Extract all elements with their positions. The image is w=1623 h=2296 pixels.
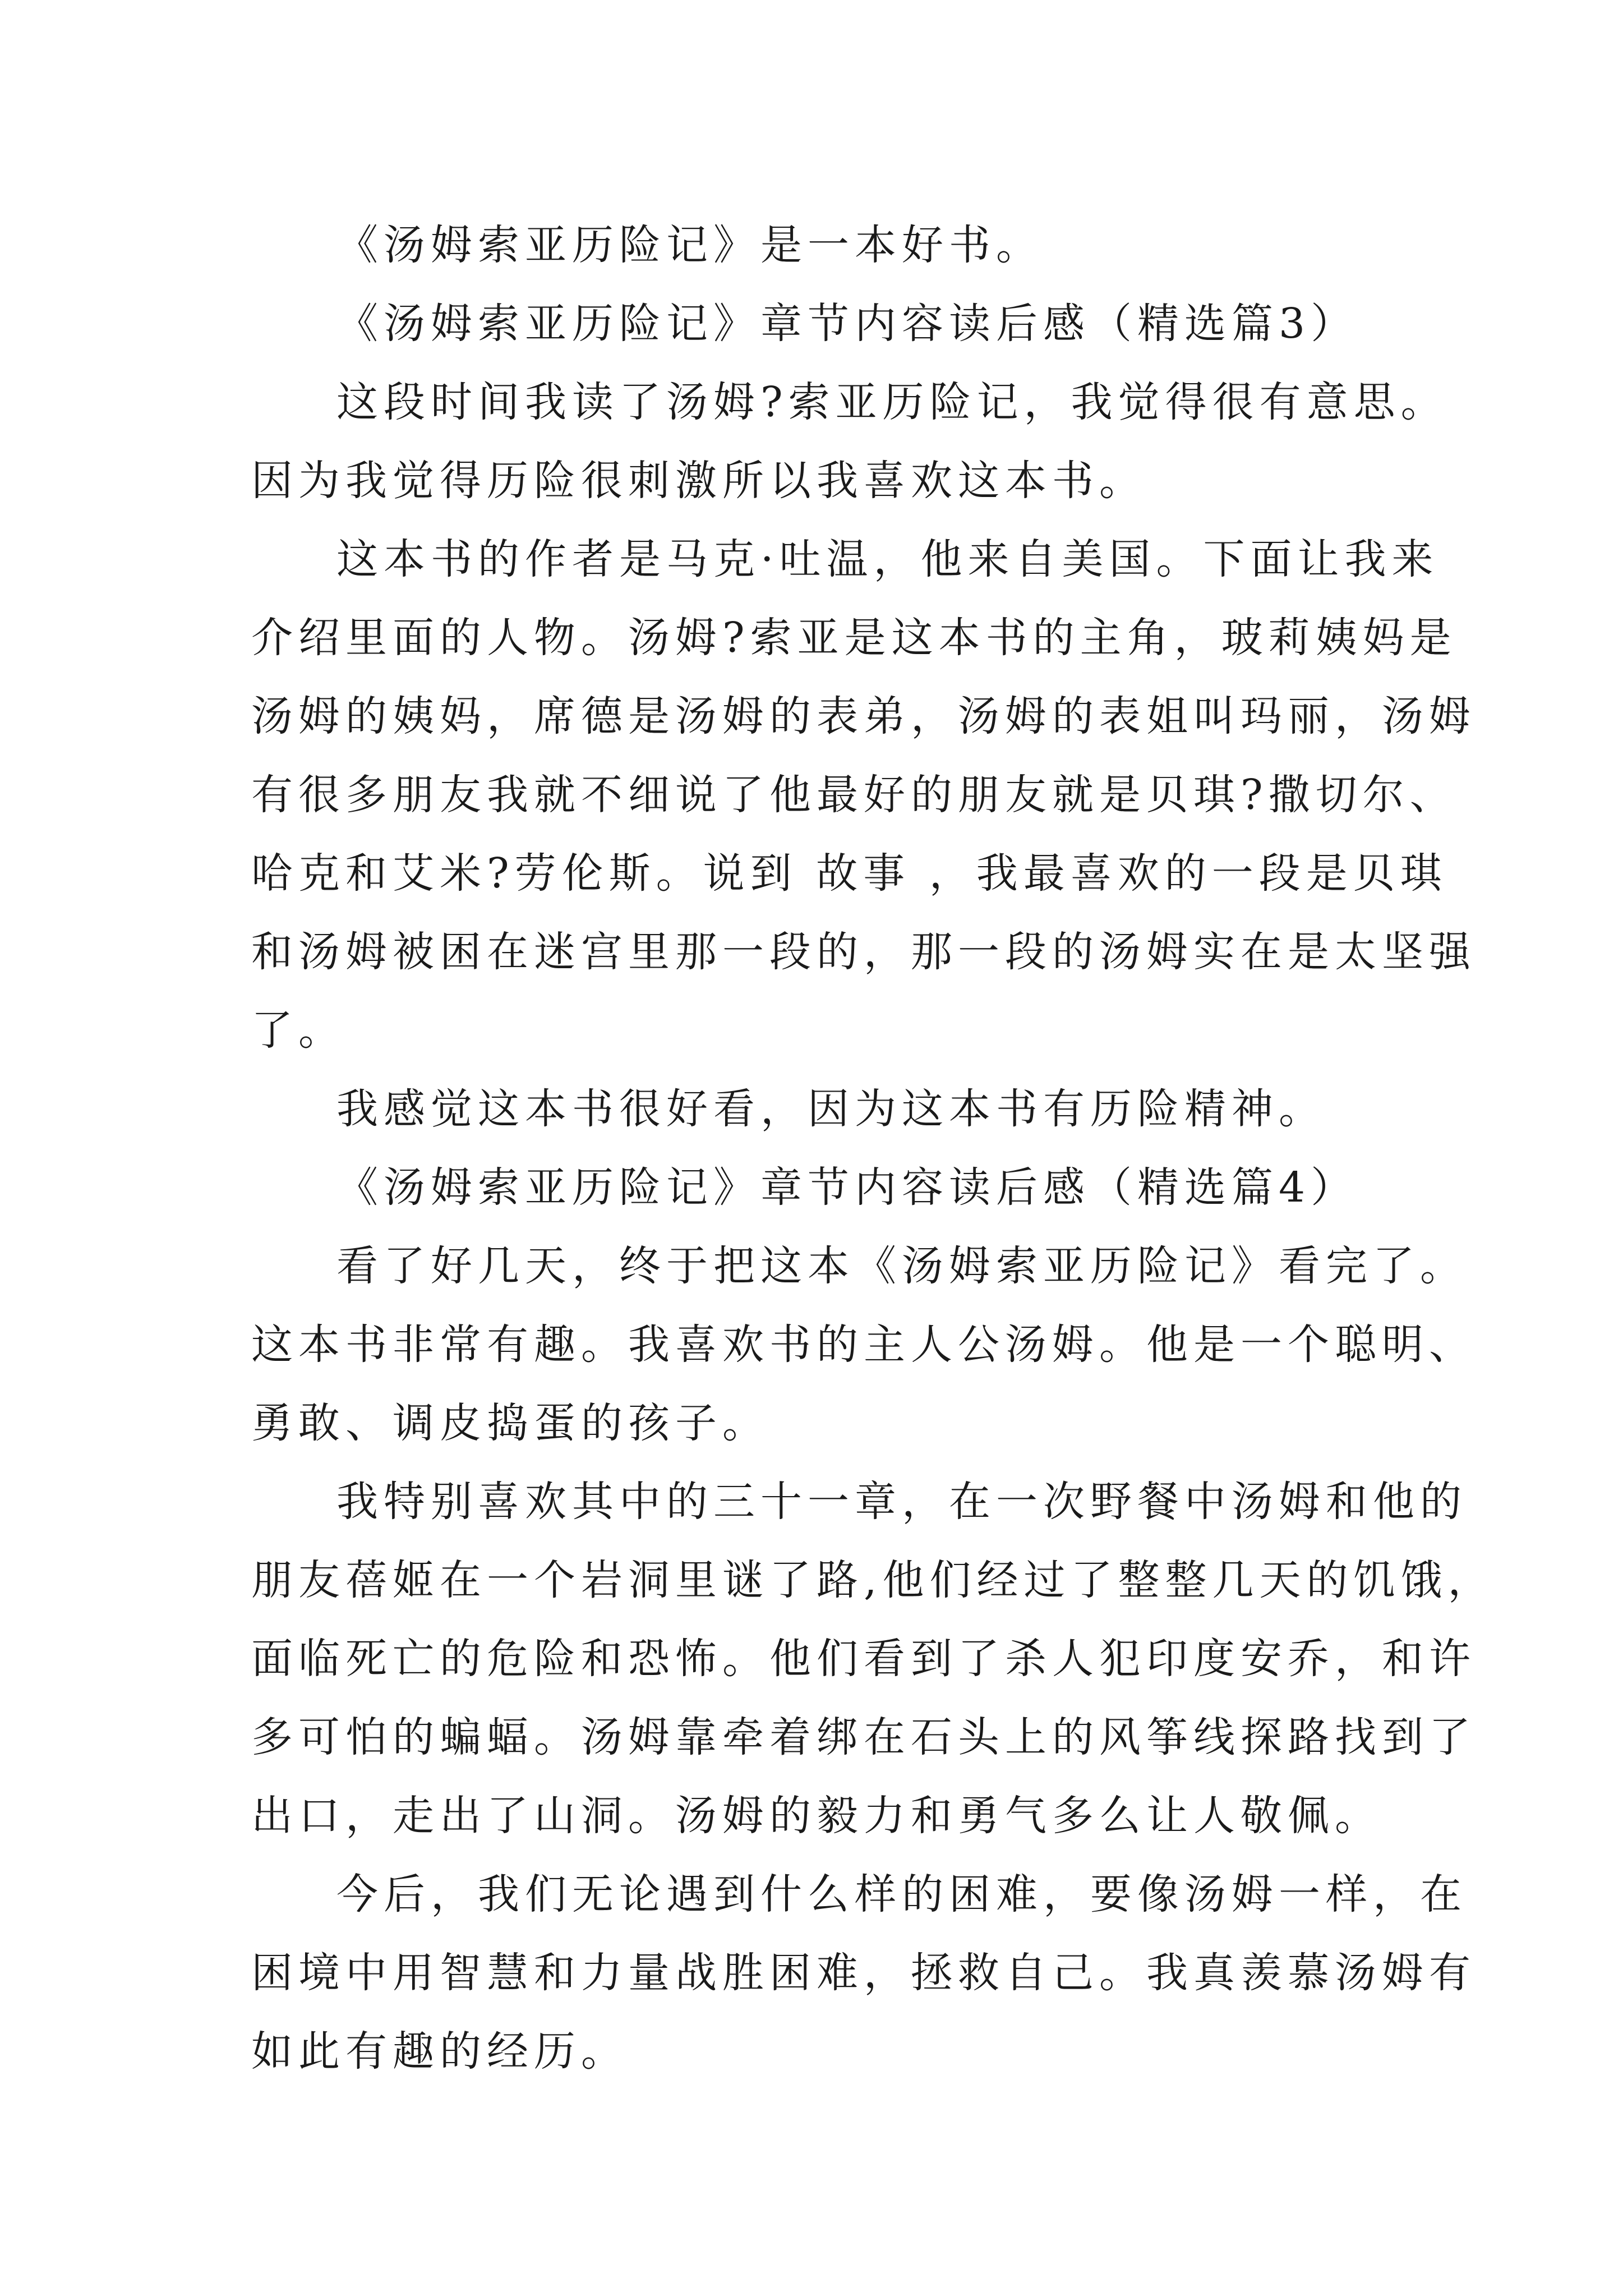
text-line: 因为我觉得历险很刺激所以我喜欢这本书。 — [251, 457, 1146, 505]
text-line: 这本书的作者是马克·吐温，他来自美国。下面让我来 — [336, 535, 1439, 583]
text-line: 汤姆的姨妈，席德是汤姆的表弟，汤姆的表姐叫玛丽，汤姆 — [251, 692, 1476, 740]
text-line: 我特别喜欢其中的三十一章，在一次野餐中汤姆和他的 — [336, 1478, 1467, 1526]
text-line: 如此有趣的经历。 — [251, 2027, 628, 2076]
text-line: 这段时间我读了汤姆?索亚历险记，我觉得很有意思。 — [336, 378, 1448, 426]
text-line: 了。 — [251, 1006, 345, 1055]
text-line: 面临死亡的危险和恐怖。他们看到了杀人犯印度安乔，和许 — [251, 1635, 1476, 1683]
text-line: 勇敢、调皮捣蛋的孩子。 — [251, 1399, 769, 1447]
text-line: 这本书非常有趣。我喜欢书的主人公汤姆。他是一个聪明、 — [251, 1320, 1476, 1369]
text-line: 《汤姆索亚历险记》是一本好书。 — [336, 221, 1043, 269]
text-line: 今后，我们无论遇到什么样的困难，要像汤姆一样，在 — [336, 1870, 1467, 1918]
section-heading: 《汤姆索亚历险记》章节内容读后感（精选篇3） — [336, 300, 1358, 348]
text-line: 有很多朋友我就不细说了他最好的朋友就是贝琪?撒切尔、 — [251, 771, 1457, 819]
text-line: 朋友蓓姬在一个岩洞里谜了路,他们经过了整整几天的饥饿， — [251, 1556, 1495, 1604]
text-line: 和汤姆被困在迷宫里那一段的，那一段的汤姆实在是太坚强 — [251, 928, 1476, 976]
text-line: 看了好几天，终于把这本《汤姆索亚历险记》看完了。 — [336, 1242, 1467, 1290]
text-line: 我感觉这本书很好看，因为这本书有历险精神。 — [336, 1085, 1326, 1133]
text-line: 哈克和艾米?劳伦斯。说到 故事 ，我最喜欢的一段是贝琪 — [251, 849, 1447, 898]
section-heading: 《汤姆索亚历险记》章节内容读后感（精选篇4） — [336, 1163, 1358, 1212]
text-line: 出口，走出了山洞。汤姆的毅力和勇气多么让人敬佩。 — [251, 1792, 1382, 1840]
text-line: 多可怕的蝙蝠。汤姆靠牵着绑在石头上的风筝线探路找到了 — [251, 1713, 1476, 1761]
text-line: 困境中用智慧和力量战胜困难，拯救自己。我真羡慕汤姆有 — [251, 1949, 1476, 1997]
text-line: 介绍里面的人物。汤姆?索亚是这本书的主角，玻莉姨妈是 — [251, 614, 1457, 662]
